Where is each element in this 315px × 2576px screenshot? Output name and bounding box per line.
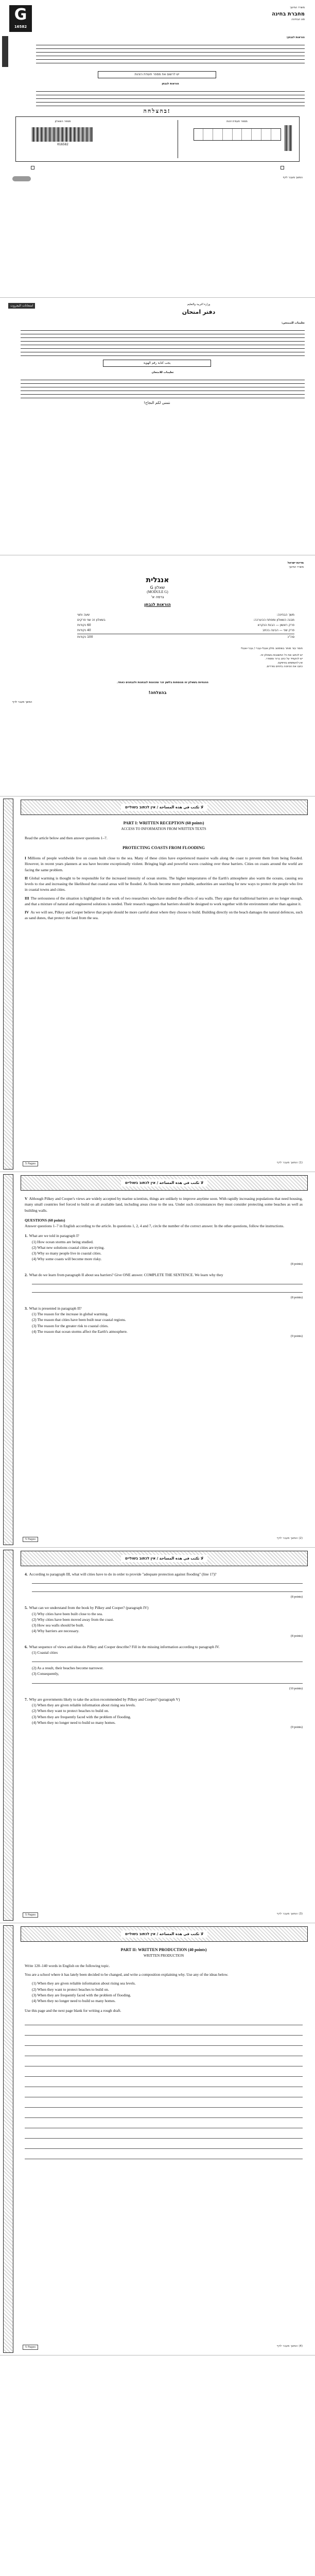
- question-text: What is presented in paragraph II?: [29, 1306, 82, 1311]
- paragraph-text: As we will see, Pilkey and Cooper believe that people should be more careful about where they choose to build. Building directly on the beach damages the natural defences, such as sand dunes, that protect the land from the sea.: [25, 910, 303, 921]
- exam-row: [77, 623, 294, 627]
- exam-row-value: 40 נקודות: [77, 629, 91, 632]
- article-title: PROTECTING COASTS FROM FLOODING: [122, 845, 205, 851]
- page-content: [25, 1571, 303, 1907]
- cover-right-box-title: מספר תעודת זהות: [226, 120, 248, 123]
- pages-tag: 5 Pages: [23, 2345, 38, 2350]
- cover-right-box: [178, 120, 296, 158]
- answer-line[interactable]: [32, 1579, 303, 1584]
- task-text: Write 120–140 words in English on the following topic.: [25, 1963, 110, 1968]
- no-write-banner-text: لا تكتب في هذه المساحة / אין לכתוב בשוליים: [121, 804, 207, 811]
- exam-ministry: משרד החינוך: [289, 565, 304, 569]
- answer-option[interactable]: (3) How sea walls should be built.: [32, 1623, 84, 1628]
- question-points: (8 points): [290, 1262, 303, 1266]
- cover-stamp-text: בהצלחה!: [143, 108, 171, 114]
- writing-line[interactable]: [25, 2152, 303, 2159]
- part-heading: PART I: WRITTEN RECEPTION (60 points): [123, 821, 204, 825]
- paragraph-number: III: [25, 895, 29, 901]
- cover-id-frame: [15, 116, 300, 162]
- cover-ar-right-tag: امتحانات البجروت: [8, 303, 35, 309]
- cover-ar-banner-text: يجب كتابة رقم الهوية: [143, 361, 171, 365]
- topic-text: You are a school where it has lately been decided to be changed, and write a composition explaining why. Use any of the ideas below.: [25, 1972, 229, 1977]
- writing-line[interactable]: [25, 2131, 303, 2139]
- cover-warning-banner: [98, 71, 216, 78]
- answer-line[interactable]: [32, 1587, 303, 1592]
- article-paragraph: [25, 1196, 303, 1213]
- question-page-1: [0, 796, 315, 1172]
- page-footer: [23, 1537, 303, 1542]
- question-page-4: [0, 1923, 315, 2355]
- footer-right: (3) המשך מעבר לדף: [276, 1912, 303, 1916]
- writing-line[interactable]: [25, 2039, 303, 2046]
- answer-line[interactable]: [32, 1287, 303, 1293]
- answer-option[interactable]: (1) The reason for the increase in global warming.: [32, 1312, 109, 1317]
- writing-line[interactable]: [25, 2121, 303, 2128]
- margin-strip: [0, 1548, 18, 1923]
- footer-right: (2) המשך מעבר לדף: [276, 1537, 303, 1540]
- answer-option[interactable]: (4) Why barriers are necessary.: [32, 1629, 79, 1634]
- paragraph-number: IV: [25, 910, 29, 915]
- exam-row: [77, 618, 294, 622]
- no-write-banner-text: لا تكتب في هذه المساحة / אין לכתוב בשוליים: [121, 1179, 207, 1187]
- question-points: (9 points): [290, 1335, 303, 1338]
- footer-right: (4) המשך מעבר לדף: [276, 2345, 303, 2348]
- page-content: [25, 820, 303, 1156]
- after-ideas: Use this page and the next page blank for writing a rough draft.: [25, 2008, 121, 2013]
- article-paragraph: [25, 855, 303, 873]
- answer-option[interactable]: (1) When they are given reliable information about rising sea levels.: [32, 1703, 136, 1708]
- question-points: (10 points): [289, 1687, 303, 1690]
- exam-instructions-label: הוראות לנבחן: [144, 602, 171, 607]
- cover-instructions-lines: [36, 88, 305, 106]
- no-write-banner: [21, 800, 308, 815]
- footer-right: (1) המשך מעבר לדף: [276, 1161, 303, 1164]
- exam-rows: [77, 613, 294, 640]
- margin-strip: [0, 1923, 18, 2355]
- answer-line[interactable]: [32, 1657, 303, 1662]
- question-page-3: [0, 1548, 315, 1923]
- cover-vert-barcode: [285, 125, 292, 151]
- question-text: What do we learn from paragraph II about sea barriers? Give ONE answer. COMPLETE THE SENTENCE. We learn why they: [29, 1272, 223, 1277]
- paragraph-text: Although Pilkey and Cooper's views are widely accepted by marine scientists, things are unlikely to improve anytime soon. With rapidly increasing populations that need housing, many small countries feel forced to build on all available land, including areas close to the sea. Under such circumstances they must consider protecting some beaches as well as building walls.: [25, 1196, 303, 1213]
- cover-id-field[interactable]: [194, 128, 281, 141]
- page-footer: [23, 1912, 303, 1918]
- exam-note: כתבו את הטיוטה בדפים נפרדים.: [266, 665, 303, 669]
- exam-module-en: (MODULE G): [147, 590, 168, 594]
- answer-option[interactable]: (1) Why cities have been built close to the sea.: [32, 1611, 103, 1616]
- paragraph-number: V: [25, 1196, 28, 1201]
- pages-tag: 5 Pages: [23, 1161, 38, 1166]
- cover-barcode-number: 016582: [57, 142, 68, 146]
- question-number: 4.: [25, 1572, 28, 1577]
- part-subheading: WRITTEN PRODUCTION: [143, 1954, 184, 1958]
- question-block: [25, 1306, 303, 1339]
- question-text: What can we understand from the book by Pilkey and Cooper? (paragraph IV): [29, 1605, 149, 1611]
- writing-line[interactable]: [25, 2028, 303, 2036]
- cover-sheet: [0, 0, 315, 298]
- exam-row-value: 60 נקודות: [77, 623, 91, 627]
- question-number: 1.: [25, 1233, 28, 1239]
- question-page-2: [0, 1172, 315, 1548]
- question-block: [25, 1272, 303, 1300]
- exam-row: [77, 629, 294, 632]
- writing-line[interactable]: [25, 2111, 303, 2118]
- cover-checkbox-row: [31, 166, 284, 170]
- cover-checkbox-b[interactable]: [281, 166, 284, 170]
- question-text: What are we told in paragraph I?: [29, 1233, 79, 1239]
- article-paragraph: [25, 909, 303, 921]
- cover-left-box-title: מספר השאלון: [55, 120, 71, 123]
- exam-row-value: 100 נקודות: [77, 635, 93, 639]
- exam-form: גרסה א': [151, 595, 164, 599]
- exam-row-label: משך הבחינה:: [276, 613, 294, 617]
- answer-option[interactable]: (3) When they are frequently faced with the problem of flooding.: [32, 1714, 131, 1719]
- exam-note: יש לכתוב את כל התשובות בשאלון זה.: [259, 653, 303, 657]
- cover-stamp: [113, 108, 201, 114]
- question-number: 2.: [25, 1272, 28, 1277]
- idea-item: (4) When they no longer need to build so many homes.: [32, 1998, 116, 2004]
- writing-line[interactable]: [25, 2018, 303, 2025]
- page-footer: [23, 1161, 303, 1166]
- answer-option[interactable]: (4) The reason that ocean storms affect the Earth's atmosphere.: [32, 1329, 128, 1334]
- answer-option: (1) Coastal cities: [32, 1650, 58, 1655]
- idea-item: (1) When they are given reliable information about rising sea levels.: [32, 1981, 136, 1986]
- part-heading: PART II: WRITTEN PRODUCTION (40 points): [120, 1947, 207, 1952]
- page-content: [25, 1947, 303, 2340]
- article-paragraph: [25, 875, 303, 893]
- exam-row-label: פרק שני — הבעה בכתב: [262, 629, 294, 632]
- exam-row-label: סה"כ: [287, 635, 294, 639]
- writing-line[interactable]: [25, 2070, 303, 2077]
- question-number: 7.: [25, 1697, 28, 1702]
- page-content: [25, 1196, 303, 1532]
- answer-line[interactable]: [32, 1679, 303, 1684]
- cover-barcode: [32, 127, 94, 142]
- answer-option[interactable]: (2) Why cities have been moved away from the coast.: [32, 1617, 114, 1622]
- question-block: [25, 1644, 303, 1691]
- cover-ar-banner: [103, 360, 211, 367]
- answer-option[interactable]: (3) Why so many people live in coastal cities.: [32, 1251, 102, 1256]
- questions-heading: QUESTIONS (60 points): [25, 1217, 65, 1223]
- page-footer: [23, 2345, 303, 2350]
- answer-option[interactable]: (1) How ocean storms are being studied.: [32, 1239, 94, 1244]
- question-block: [25, 1605, 303, 1638]
- idea-item: (2) When they want to protect beaches to build on.: [32, 1987, 109, 1992]
- writing-area[interactable]: [25, 2018, 303, 2159]
- writing-line[interactable]: [25, 2059, 303, 2066]
- cover-ministry: משרד החינוך: [290, 6, 305, 9]
- paragraph-text: Global warming is thought to be responsible for the increased intensity of ocean storms. The higher temperatures of the Earth's atmosphere also warm the oceans, causing sea levels to rise and increasing the likelihood that coastal areas will be flooded. As floods become more probable, authorities are searching for new ways to protect the people who live in coastal towns and cities.: [25, 875, 303, 892]
- exam-good-luck: בהצלחה!: [148, 690, 167, 695]
- no-write-banner: [21, 1551, 308, 1566]
- question-text: What sequence of views and ideas do Pilkey and Cooper describe? Fill in the missing information according to paragraph IV.: [29, 1644, 220, 1649]
- exam-module: שאלון G: [150, 585, 165, 590]
- part-subheading: ACCESS TO INFORMATION FROM WRITTEN TEXTS: [121, 827, 206, 832]
- question-block: [25, 1697, 303, 1730]
- cover-instructions-heading: הוראות לנבחן: [162, 82, 179, 86]
- no-write-banner: [21, 1175, 308, 1191]
- margin-strip: [0, 796, 18, 1172]
- writing-line[interactable]: [25, 2142, 303, 2149]
- cover-letter: G: [14, 6, 27, 24]
- paragraph-number: II: [25, 875, 28, 880]
- exam-row-value: בשאלון זה שני פרקים: [77, 618, 106, 622]
- answer-option: (3) Consequently,: [32, 1671, 59, 1676]
- answer-option[interactable]: (4) When they no longer need to build so many homes.: [32, 1720, 116, 1725]
- exam-state: מדינת ישראל: [287, 562, 304, 565]
- exam-materials: חומר עזר מותר בשימוש: מילון אנגלי-עברי / עברי-אנגלי: [240, 647, 303, 650]
- cover-warning-text: יש לרשום את מספר תעודת הזהות: [134, 73, 180, 76]
- question-block: [25, 1571, 303, 1600]
- exam-row-label: פרק ראשון — הבנת הנקרא: [257, 623, 294, 627]
- exam-row: [77, 613, 294, 617]
- cover-ar-instructions-heading: تعليمات للامتحان: [151, 371, 174, 374]
- answer-option[interactable]: (2) The reason that cities have been built near coastal regions.: [32, 1317, 126, 1323]
- no-write-banner: [21, 1926, 308, 1942]
- paragraph-text: Millions of people worldwide live on coasts built close to the sea. Many of these cities have experienced massive walls along the coast to prevent them from being flooded. However, in recent years planners at sea have become exceptionally violent. Bringing high and powerful waves crashing over these barriers. Cities on coasts around the world are facing the same problem.: [25, 856, 303, 872]
- cover-ar-title: دفتر امتحان: [182, 308, 216, 315]
- exam-turn: המשך מעבר לדף: [12, 701, 32, 704]
- cover-title: מחברת בחינה: [272, 11, 305, 17]
- idea-item: (3) When they are frequently faced with the problem of flooding.: [32, 1992, 131, 1997]
- cover-footer-note: המשך מעבר לדף: [283, 176, 303, 179]
- question-points: (9 points): [290, 1726, 303, 1730]
- answer-option[interactable]: (2) When they want to protect beaches to build on.: [32, 1708, 109, 1714]
- answer-line[interactable]: [32, 1279, 303, 1284]
- question-number: 5.: [25, 1605, 28, 1611]
- cover-notes-lines: [36, 42, 305, 63]
- answer-option[interactable]: (4) Why some coasts will become more risky.: [32, 1257, 102, 1262]
- questions-intro: Answer questions 1–7 in English according to the article. In questions 1, 2, 4 and 7, circle the number of the correct answer. In the other questions, follow the instructions.: [25, 1224, 285, 1228]
- pages-tag: 5 Pages: [23, 1912, 38, 1918]
- cover-notes-heading: הוראות לנבחן:: [286, 36, 305, 39]
- exam-info-sheet: [0, 555, 315, 796]
- intro-text: Read the article below and then answer questions 1–7.: [25, 835, 108, 840]
- cover-ar-notes-lines: [21, 327, 305, 356]
- pages-tag: 5 Pages: [23, 1537, 38, 1542]
- cover-ar-instructions-lines: [21, 377, 305, 398]
- cover-side-tab: [2, 36, 8, 67]
- cover-ar-notes-heading: تعليمات للممتحن:: [281, 321, 305, 325]
- cover-ar-closing: نتمنى لكم النجاح!: [144, 401, 170, 405]
- question-points: (8 points): [290, 1596, 303, 1599]
- writing-line[interactable]: [25, 2100, 303, 2108]
- cover-session-label: סוג הבחינה:: [291, 18, 305, 21]
- exam-row-value: שעה וחצי: [77, 613, 90, 617]
- cover-page-spacer: [0, 191, 315, 297]
- cover-letter-badge: [9, 5, 32, 32]
- exam-note: יש להקפיד על כתב ברור ומסודר.: [265, 657, 303, 661]
- exam-subject: אנגלית: [146, 576, 169, 584]
- writing-line[interactable]: [25, 2090, 303, 2097]
- exam-row: [77, 634, 294, 639]
- exam-warning: ההנחיות בשאלון זה מנוסחות בלשון זכר ומכוונות לנבחנות ולנבחנים כאחד.: [117, 681, 208, 684]
- no-write-banner-text: لا تكتب في هذه المساحة / אין לכתוב בשוליים: [121, 1555, 207, 1562]
- question-points: (8 points): [290, 1634, 303, 1638]
- paragraph-number: I: [25, 856, 26, 861]
- question-text: According to paragraph III, what will cities have to do in order to provide "adequate protection against flooding" (line 17)?: [29, 1572, 217, 1577]
- question-points: (8 points): [290, 1296, 303, 1299]
- no-write-banner-text: لا تكتب في هذه المساحة / אין לכתוב בשוליים: [121, 1930, 207, 1938]
- cover-left-box: [19, 120, 107, 158]
- exam-note: אין להשתמש בטיפקס.: [277, 661, 303, 665]
- cover-code: 16582: [14, 25, 27, 29]
- cover-checkbox-a[interactable]: [31, 166, 34, 170]
- answer-option[interactable]: (3) The reason for the greater risk to coastal cities.: [32, 1323, 109, 1328]
- question-number: 3.: [25, 1306, 28, 1311]
- cover-arabic-sheet: [0, 298, 315, 555]
- writing-line[interactable]: [25, 2080, 303, 2087]
- question-number: 6.: [25, 1644, 28, 1649]
- exam-row-label: מבנה השאלון ומפתח ההערכה:: [253, 618, 294, 622]
- cover-footer-pill: [12, 176, 31, 181]
- article-paragraph: [25, 895, 303, 907]
- cover-ar-ministry: وزارة التربية والتعليم: [187, 303, 211, 306]
- writing-line[interactable]: [25, 2049, 303, 2056]
- paragraph-text: The seriousness of the situation is highlighted in the work of two researchers who have studied the effects of sea walls. They argue that traditional barriers are no longer enough, and that a mixture of natural and engineered solutions is needed. Their research suggests that barriers should be designed to work together with the environment rather than against it.: [25, 895, 303, 906]
- answer-option: (2) As a result, their beaches become narrower.: [32, 1666, 103, 1671]
- answer-option[interactable]: (2) What new solutions coastal cities are trying.: [32, 1245, 105, 1250]
- margin-strip: [0, 1172, 18, 1547]
- question-block: [25, 1233, 303, 1266]
- question-text: Why are governments likely to take the action recommended by Pilkey and Cooper? (paragraph V): [29, 1697, 180, 1702]
